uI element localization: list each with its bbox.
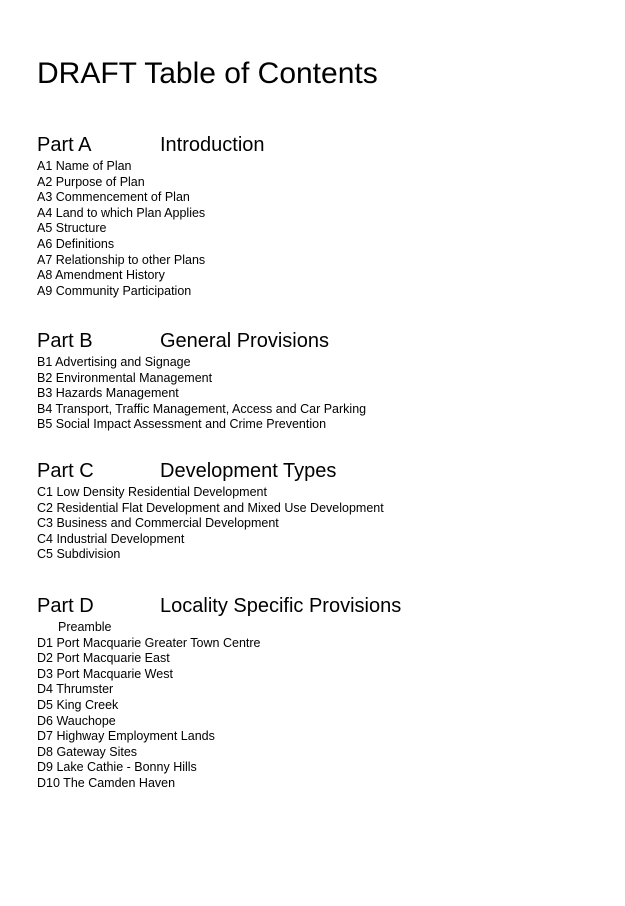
part-d-section xyxy=(37,592,607,792)
toc-item: A1 Name of Plan xyxy=(37,159,132,173)
toc-item: D7 Highway Employment Lands xyxy=(37,729,215,744)
toc-item: C2 Residential Flat Development and Mixed Use Development xyxy=(37,500,384,515)
part-title: Introduction xyxy=(160,134,265,156)
toc-item: C5 Subdivision xyxy=(37,547,121,562)
part-a-heading xyxy=(37,131,607,159)
toc-item: D10 The Camden Haven xyxy=(37,775,176,790)
part-b-section xyxy=(37,327,607,433)
toc-item: D3 Port Macquarie West xyxy=(37,666,173,681)
toc-item: B5 Social Impact Assessment and Crime Prevention xyxy=(37,417,327,432)
part-d-heading xyxy=(37,592,607,620)
toc-item: B4 Transport, Traffic Management, Access and Car Parking xyxy=(37,401,367,416)
part-title: Locality Specific Provisions xyxy=(160,595,402,617)
part-b-items xyxy=(37,355,607,433)
toc-item: A7 Relationship to other Plans xyxy=(37,252,206,267)
toc-item: A2 Purpose of Plan xyxy=(37,174,145,189)
toc-item: B3 Hazards Management xyxy=(37,386,179,401)
part-label: Part A xyxy=(37,134,92,156)
toc-item: B2 Environmental Management xyxy=(37,370,213,385)
toc-item: D5 King Creek xyxy=(37,697,119,712)
part-label: Part D xyxy=(37,595,94,617)
part-b-heading xyxy=(37,327,607,355)
page-title: DRAFT Table of Contents xyxy=(37,57,378,90)
toc-item: A6 Definitions xyxy=(37,236,115,251)
part-c-heading xyxy=(37,457,607,485)
toc-item: C1 Low Density Residential Development xyxy=(37,485,267,499)
part-a-items xyxy=(37,159,607,299)
part-a-section xyxy=(37,131,607,299)
toc-item: A9 Community Participation xyxy=(37,283,192,298)
toc-item: C4 Industrial Development xyxy=(37,531,185,546)
toc-item: D2 Port Macquarie East xyxy=(37,651,170,666)
toc-item: A3 Commencement of Plan xyxy=(37,190,190,205)
toc-item: D4 Thrumster xyxy=(37,682,114,697)
part-title: Development Types xyxy=(160,460,337,482)
toc-item: A5 Structure xyxy=(37,221,107,236)
part-c-section xyxy=(37,457,607,563)
part-title: General Provisions xyxy=(160,330,329,352)
toc-item: C3 Business and Commercial Development xyxy=(37,516,279,531)
part-c-items xyxy=(37,485,607,563)
toc-item: B1 Advertising and Signage xyxy=(37,355,191,369)
toc-item: A8 Amendment History xyxy=(37,268,165,283)
part-label: Part B xyxy=(37,330,93,352)
preamble-item: Preamble xyxy=(58,620,112,634)
toc-item: D6 Wauchope xyxy=(37,713,116,728)
part-label: Part C xyxy=(37,460,94,482)
toc-item: A4 Land to which Plan Applies xyxy=(37,205,206,220)
part-d-items xyxy=(37,636,607,792)
toc-item: D9 Lake Cathie - Bonny Hills xyxy=(37,760,197,775)
toc-item: D1 Port Macquarie Greater Town Centre xyxy=(37,635,261,650)
toc-item: D8 Gateway Sites xyxy=(37,744,138,759)
